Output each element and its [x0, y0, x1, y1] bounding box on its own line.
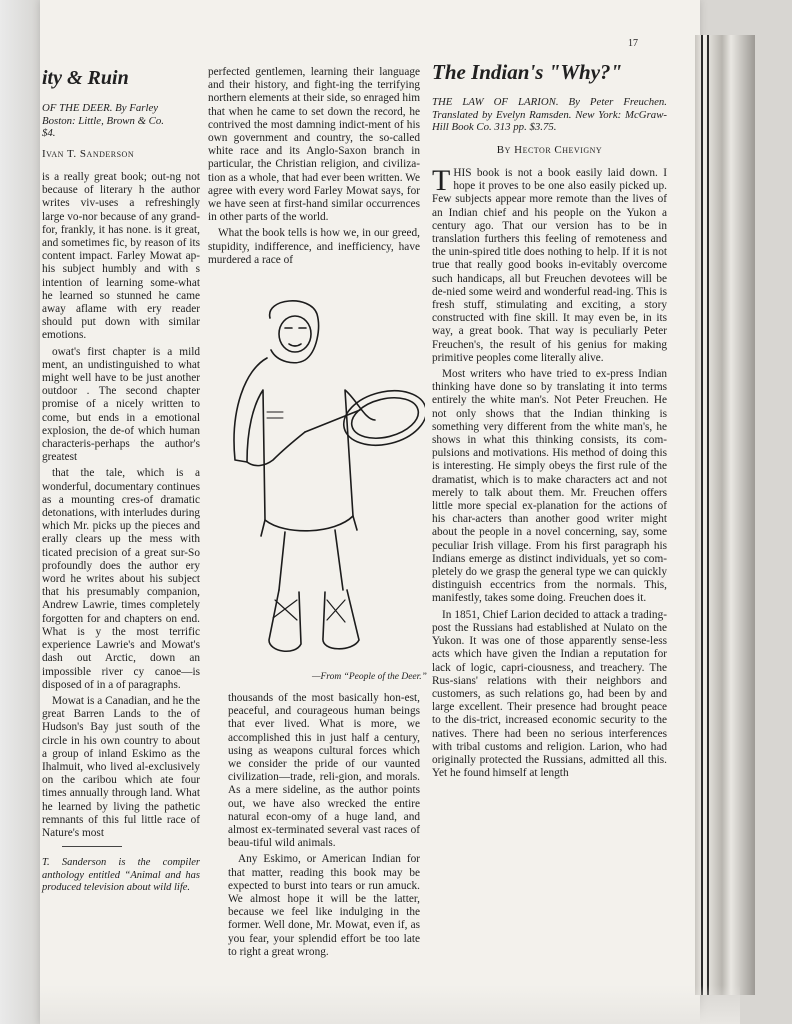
middle-paragraph: Any Eskimo, or American Indian for that matter, reading this book may be expected to burst into tears or run amuck. We almost hope it will be the latter, because we feel like indulging in the former. Well done, Mr. Mowat, even if, as you fear, your splendid effort be too late to right a great wrong. — [228, 853, 420, 958]
drop-cap: T — [432, 163, 451, 197]
right-review-book-info: THE LAW OF LARION. By Peter Freuchen. Translated by Evelyn Ramsden. New York: McGraw-Hill Book Co. 313 pp. $3.75. — [432, 96, 667, 134]
right-review-byline: By Hector Chevigny — [496, 143, 603, 156]
left-review-paragraph: is a really great book; out-ng not because of literary h the author writes viv-uses a refreshingly large vo-nor because of any grand-for, frankly, it has none. is it great, and sometimes fic, by reason of its content impact. Farley Mowat ap-his subject humbly and with s intention of learning some-what he learned so stunned he came away aflame with ery reader should put down with similar emotions. — [42, 170, 200, 342]
drum — [338, 383, 425, 454]
scan-left-edge — [0, 0, 40, 1024]
illustration-caption: —From “People of the Deer.” — [312, 672, 427, 682]
binding-line — [701, 35, 703, 995]
right-review-first-paragraph — [432, 163, 667, 365]
author-footnote: T. Sanderson is the compiler anthology entitled “Animal and has produced television about wild life. — [42, 857, 200, 894]
legs — [279, 530, 343, 590]
page-number: 17 — [628, 38, 638, 49]
parka — [234, 358, 375, 531]
binding-line — [707, 35, 709, 995]
footnote-divider — [62, 846, 122, 847]
left-boot — [269, 590, 301, 651]
left-review-book-info: OF THE DEER. By Farley Boston: Little, Brown & Co. $4. — [42, 102, 164, 140]
middle-paragraph: What the book tells is how we, in our greed, stupidity, indifference, and inefficiency, have murdered a race of — [208, 227, 420, 266]
right-review-column — [432, 60, 667, 783]
right-review-title: The Indian's "Why?" — [432, 60, 623, 84]
binding-edge — [695, 35, 755, 995]
left-review-column — [42, 66, 200, 895]
facial-features — [285, 328, 306, 346]
right-review-paragraph: Most writers who have tried to ex-press Indian thinking have done so by translating it into terms entirely the white man's. Not Peter Freuchen. He not only shows that the Indian thinking is something very different from the white man's, he shows in what this thinking consists, its com-pulsions and motivations. His method of doing this is interesting. He simply obeys the first rule of the dramatist, which is to make characters act and not merely to talk about them. Mr. Freuchen offers little more special ex-planation for the actions of his char-acters than another good writer might about the people in a novel concerning, say, some peculiar Irish village. From his first paragraph his Indians emerge as distinct individuals, yet so com-pletely do we grasp the general type we can quickly distinguish eccentrics from the normals. This, manifestly, takes some doing. Freuchen does it. — [432, 368, 667, 605]
middle-column-top — [208, 66, 420, 270]
left-review-paragraph: Mowat is a Canadian, and he the great Barren Lands to the of Hudson's Bay just south of the circle in his own country to about a group of inland Eskimo as the Ihalmuit, who lived al-exclusively on the caribou which ate four times annually through land. What he learned by living the pathetic remnants of this ful little race of Nature's most — [42, 694, 200, 839]
left-review-title: ity & Ruin — [42, 67, 129, 89]
left-review-byline: Ivan T. Sanderson — [42, 147, 135, 160]
middle-paragraph: perfected gentlemen, learning their language and their history, and fight-ing the terrifying northern elements at their side, so enraged him that when he came to set down the record, he contrived the most damning indict-ment of his own government and country, the so-called white race and its Anglo-Saxon branch in particular, the Christian religion, and civiliza-tion as a whole, that had ever been written. We agree with every word Farley Mowat says, for we have seen at first-hand similar occurrences in other parts of the world. — [208, 66, 420, 224]
eskimo-drummer-illustration — [225, 300, 425, 670]
left-review-paragraph: owat's first chapter is a mild ment, an undistinguished to what might well have to be just another outdoor . The second chapter promise of a nicely written to come, but ends in a emotional explosion, the de-of which human characteris-perhaps the author's greatest — [42, 345, 200, 464]
middle-column-bottom — [228, 692, 420, 962]
first-paragraph-text: HIS book is not a book easily laid down. I hope it proves to be one also easily picked up. Few subjects appear more remote than the lives of an Indian chief and his people on the Yukon a century ago. That our version has to be in translation furthers this feeling of remoteness and the unin-spired title does nothing to help. If it is not true that really good books in-evitably overcome such handicaps, all but Freuchen devotees will be de-nied some weird and wonderful read-ing. This is fresh stuff, stimulating and exciting, a story constructed with fine skill. It may even be, in its way, a great book. That way is peculiarly Peter Freuchen's, the result of his genius for making primitive peoples come literally alive. — [432, 166, 667, 364]
arm — [247, 432, 305, 466]
middle-paragraph: thousands of the most basically hon-est, peaceful, and courageous human beings that ever lived. What is more, we accomplished this in just half a century, using as weapons cultural forces which we consider the pride of our vaunted civilization—trade, reli-gion, and morals. As a mere sideline, as the author points out, we have also wrecked the entire natural econ-omy of a huge land, and almost ex-terminated several vast races of beau-tiful wild animals. — [228, 692, 420, 850]
scan-bottom-fade — [40, 985, 740, 1024]
left-review-paragraph: that the tale, which is a wonderful, documentary continues as a mounting cres-of dramatic detonations, with interludes during which Mr. picks up the pieces and erally clears up the mess with ticated precision of a great sur-So profoundly does the author ery word he writes about his subject that his presumably companion, Andrew Lawrie, times completely forgotten for and chapters on end. What is y the most terrific experience Lawrie's and Mowat's dash out Arctic, down an impossible river cy canoe—is disposed of in a of paragraphs. — [42, 467, 200, 691]
right-review-paragraph: In 1851, Chief Larion decided to attack a trading-post the Russians had established at Nulato on the Yukon. It was one of those apparently sense-less acts which have given the Indian a reputation for lack of logic, capri-ciousness, and treachery. The Rus-sians' relations with their neighbors and customers, as such relations go, had been by and large excellent. Their presence had brought peace to the dis-trict, increased economic security to the natives. There had been no serious interferences with tribal customs and religion. Larion, who had originally protected the Russians, admitted all this. Yet he found himself at length — [432, 608, 667, 780]
